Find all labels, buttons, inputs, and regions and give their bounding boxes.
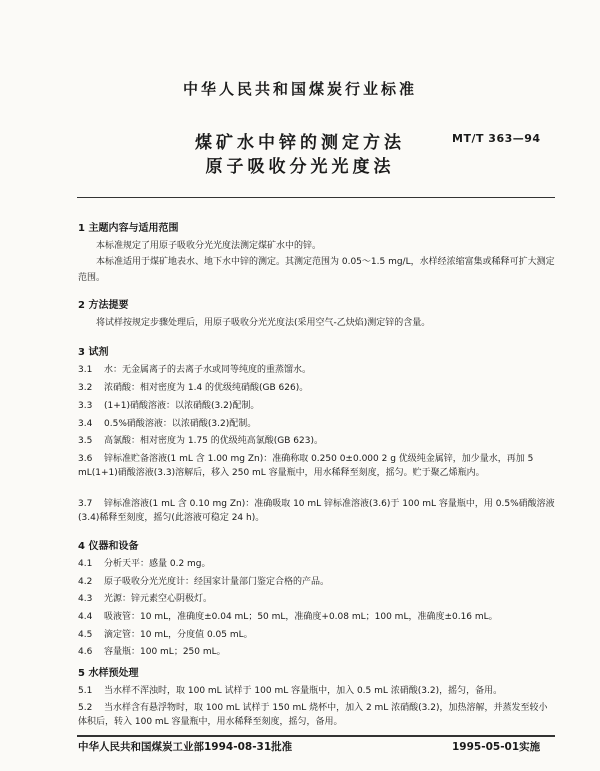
section-1-paragraph-1: 本标准规定了用原子吸收分光光度法测定煤矿水中的锌。 [96,241,322,251]
industry-standard-label: 中华人民共和国煤炭行业标准 [182,80,417,98]
section-3-heading: 3 试剂 [78,347,109,358]
instrument-4-6 [78,645,556,659]
approval-note: 中华人民共和国煤炭工业部1994-08-31批准 [78,741,293,753]
section-1-heading: 1 主题内容与适用范围 [78,223,179,234]
footer-divider [77,735,555,737]
item-text: 原子吸收分光光度计：经国家计量部门鉴定合格的产品。 [104,577,330,587]
reagent-3-1 [78,363,556,377]
item-text: 滴定管：10 mL，分度值 0.05 mL。 [104,630,253,640]
implementation-date: 1995-05-01实施 [452,741,541,753]
item-number: 4.4 [78,612,93,622]
item-text: 浓硝酸：相对密度为 1.4 的优级纯硝酸(GB 626)。 [104,383,309,393]
reagent-3-3 [78,399,556,413]
section-2-heading: 2 方法提要 [78,300,129,311]
item-number: 3.2 [78,383,93,393]
instrument-4-2 [78,575,556,589]
instrument-4-5 [78,628,556,642]
item-text: 锌标准溶液(1 mL 含 0.10 mg Zn)：准确吸取 10 mL 锌标准溶液(3.6)于 100 mL 容量瓶中，用 0.5%硝酸溶液(3.4)稀释至刻度，摇匀(此溶液可稳定 24 h)。 [78,499,555,523]
item-number: 5.1 [78,686,93,696]
instrument-4-3 [78,592,556,606]
item-text: 分析天平：感量 0.2 mg。 [104,559,211,569]
item-number: 3.1 [78,365,93,375]
item-text: 0.5%硝酸溶液：以浓硝酸(3.2)配制。 [104,419,257,429]
reagent-3-5 [78,434,556,448]
item-number: 4.5 [78,630,93,640]
item-number: 5.2 [78,703,93,713]
section-4-heading: 4 仪器和设备 [78,541,139,552]
pretreatment-5-2 [78,701,556,729]
item-text: 当水样不浑浊时，取 100 mL 试样于 100 mL 容量瓶中，加入 0.5 mL 浓硝酸(3.2)，摇匀，备用。 [104,686,503,696]
item-number: 4.3 [78,594,93,604]
item-number: 3.3 [78,401,93,411]
standard-code: MT/T 363—94 [452,132,541,145]
item-text: 光源：锌元素空心阴极灯。 [104,594,213,604]
item-text: 容量瓶：100 mL；250 mL。 [104,647,226,657]
item-number: 4.6 [78,647,93,657]
item-number: 3.5 [78,436,93,446]
reagent-3-6 [78,452,556,480]
item-number: 4.1 [78,559,93,569]
header-divider [77,197,555,198]
item-text: 吸液管：10 mL，准确度±0.04 mL；50 mL，准确度+0.08 mL；100 mL，准确度±0.16 mL。 [104,612,498,622]
section-1-paragraph-2: 本标准适用于煤矿地表水、地下水中锌的测定。其测定范围为 0.05～1.5 mg/L，水样经浓缩富集或稀释可扩大测定范围。 [78,257,555,283]
item-text: 当水样含有悬浮物时，取 100 mL 试样于 150 mL 烧杯中，加入 2 mL 浓硝酸(3.2)，加热溶解，并蒸发至较小体积后，转入 100 mL 容量瓶中，用水稀释至刻度，摇匀，备用。 [78,703,548,727]
item-number: 3.6 [78,454,93,464]
pretreatment-5-1 [78,684,556,698]
reagent-3-2 [78,381,556,395]
item-text: 锌标准贮备溶液(1 mL 含 1.00 mg Zn)：准确称取 0.250 0±0.000 2 g 优级纯金属锌，加少量水，再加 5 mL(1+1)硝酸溶液(3.3)溶解后，移入 250 mL 容量瓶中，用水稀释至刻度，摇匀。贮于聚乙烯瓶内。 [78,454,534,478]
item-text: (1+1)硝酸溶液：以浓硝酸(3.2)配制。 [104,401,260,411]
document-title-line1: 煤矿水中锌的测定方法 [195,133,405,153]
item-text: 高氯酸：相对密度为 1.75 的优级纯高氯酸(GB 623)。 [104,436,323,446]
item-text: 水：无金属离子的去离子水或同等纯度的重蒸馏水。 [104,365,312,375]
section-2-paragraph-1: 将试样按规定步骤处理后，用原子吸收分光光度法(采用空气-乙炔焰)测定锌的含量。 [96,318,431,328]
item-number: 3.7 [78,499,93,509]
reagent-3-7 [78,497,556,525]
document-title-line2: 原子吸收分光光度法 [205,157,395,177]
item-number: 3.4 [78,419,93,429]
reagent-3-4 [78,417,556,431]
instrument-4-1 [78,557,556,571]
instrument-4-4 [78,610,556,624]
item-number: 4.2 [78,577,93,587]
section-5-heading: 5 水样预处理 [78,668,139,679]
